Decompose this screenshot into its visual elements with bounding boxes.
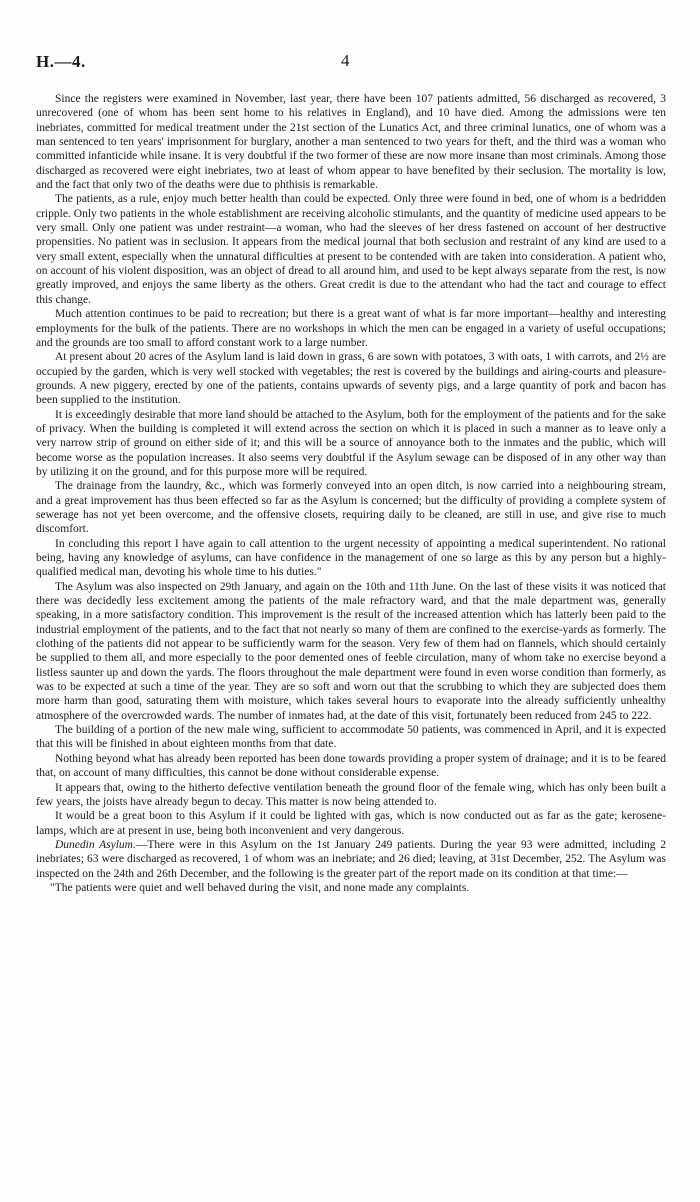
paragraph: Much attention continues to be paid to recreation; but there is a great want of what is far more important—healthy and interesting employments for the bulk of the patients. There are no workshops in which the men can be engaged in a variety of useful occupations; and the grounds are too small to afford constant work to a large number. [36,308,666,349]
body-text [36,92,666,895]
page-number: 4 [341,51,350,70]
paragraph: It is exceedingly desirable that more land should be attached to the Asylum, both for the employment of the patients and for the sake of privacy. When the building is completed it will extend across the section on which it is placed in such a manner as to leave only a very narrow strip of ground on either side of it; and this will be a source of annoyance both to the inmates and the public, which will become worse as the population increases. It also seems very doubtful if the Asylum sewage can be disposed of in any other way than by utilizing it on the ground, and for this purpose more will be required. [36,408,666,478]
report-reference: H.—4. [36,52,86,71]
paragraph: The building of a portion of the new male wing, sufficient to accommodate 50 patients, was commenced in April, and it is expected that this will be finished in about eighteen months from that date. [36,724,666,751]
closing-quote: "The patients were quiet and well behaved during the visit, and none made any complaints. [50,881,470,894]
paragraph: Since the registers were examined in November, last year, there have been 107 patients admitted, 56 discharged as recovered, 3 unrecovered (one of whom has been sent home to his relatives in England), and 10 have died. Among the admissions were ten inebriates, committed for medical treatment under the 21st section of the Lunatics Act, and three criminal lunatics, one of whom was a man sentenced to ten years' imprisonment for burglary, another a man sentenced to two years for theft, and the third was a woman who committed infanticide while insane. It is very doubtful if the two former of these are now more insane than most criminals. Among those discharged as recovered were eight inebriates, two at least of whom appear to have benefited by their seclusion. The mortality is low, and the fact that only two of the deaths were due to phthisis is remarkable. [36,93,666,192]
paragraph: The Asylum was also inspected on 29th January, and again on the 10th and 11th June. On the last of these visits it was noticed that there was decidedly less excitement among the patients of the male refractory ward, and that the male department was, generally speaking, in a more satisfactory condition. This improvement is the result of the increased attention which has latterly been paid to the industrial employment of the patients, and to the fact that not nearly so many of them are confined to the exercise-yards as formerly. The clothing of the patients did not appear to be sufficiently warm for the season. Very few of them had on flannels, which should certainly be supplied to them all, and more especially to the poor demented ones of feeble circulation, many of whom take no exercise beyond a listless saunter up and down the yards. The floors throughout the male department were found in even worse condition than formerly, as was to be expected at such a time of the year. They are so soft and worn out that the scrubbing to which they are subjected does them more harm than good, saturating them with moisture, which takes several hours to evaporate into the already sufficiently unhealthy atmosphere of the overcrowded wards. The number of inmates had, at the date of this visit, fortunately been reduced from 245 to 222. [36,580,666,722]
paragraph: The drainage from the laundry, &c., which was formerly conveyed into an open ditch, is now carried into a neighbouring stream, and a great improvement has thus been effected so far as the Asylum is concerned; but the difficulty of providing a complete system of sewerage has not yet been overcome, and the offensive closets, requiring daily to be cleaned, are still in use, and give rise to much discomfort. [36,480,666,536]
paragraph: It would be a great boon to this Asylum if it could be lighted with gas, which is now conducted out as far as the gate; kerosene-lamps, which are at present in use, being both inconvenient and very dangerous. [36,810,666,837]
paragraph: At present about 20 acres of the Asylum land is laid down in grass, 6 are sown with potatoes, 3 with oats, 1 with carrots, and 2½ are occupied by the garden, which is very well stocked with vegetables; the rest is covered by the buildings and airing-courts and pleasure-grounds. A new piggery, erected by one of the patients, contains upwards of seventy pigs, and a large quantity of pork and bacon has been supplied to the institution. [36,351,666,407]
paragraph: It appears that, owing to the hitherto defective ventilation beneath the ground floor of the female wing, which has only been built a few years, the joists have already begun to decay. This matter is now being attended to. [36,781,666,808]
paragraph: Nothing beyond what has already been reported has been done towards providing a proper system of drainage; and it is to be feared that, on account of many difficulties, this cannot be done without considerable expense. [36,752,666,780]
paragraph-dunedin [36,838,666,881]
dunedin-text: —There were in this Asylum on the 1st January 249 patients. During the year 93 were admitted, including 2 inebriates; 63 were discharged as recovered, 1 of whom was an inebriate; and 26 died; leaving, at 31st December, 252. The Asylum was inspected on the 24th and 26th December, and the following is the greater part of the report made on its condition at that time:— [36,838,666,880]
dunedin-heading: Dunedin Asylum. [55,838,136,851]
paragraph: In concluding this report I have again to call attention to the urgent necessity of appointing a medical superintendent. No rational being, having any knowledge of asylums, can have confidence in the management of one so large as this by any person but a highly-qualified medical man, devoting his whole time to his duties." [36,537,666,579]
paragraph: The patients, as a rule, enjoy much better health than could be expected. Only three were found in bed, one of whom is a bedridden cripple. Only two patients in the whole establishment are receiving alcoholic stimulants, and the quantity of medicine used appears to be very small. Only one patient was under restraint—a woman, who had the sleeves of her dress fastened on account of her destructive propensities. No patient was in seclusion. It appears from the medical journal that both seclusion and restraint of any kind are used to a very small extent, especially when the unnatural difficulties at present to be contended with are taken into consideration. A patient who, on account of his violent disposition, was an object of dread to all around him, and used to be kept always separate from the rest, is now greatly improved, and enjoys the same liberty as the others. Great credit is due to the attendant who had the tact and courage to effect this change. [36,193,666,306]
